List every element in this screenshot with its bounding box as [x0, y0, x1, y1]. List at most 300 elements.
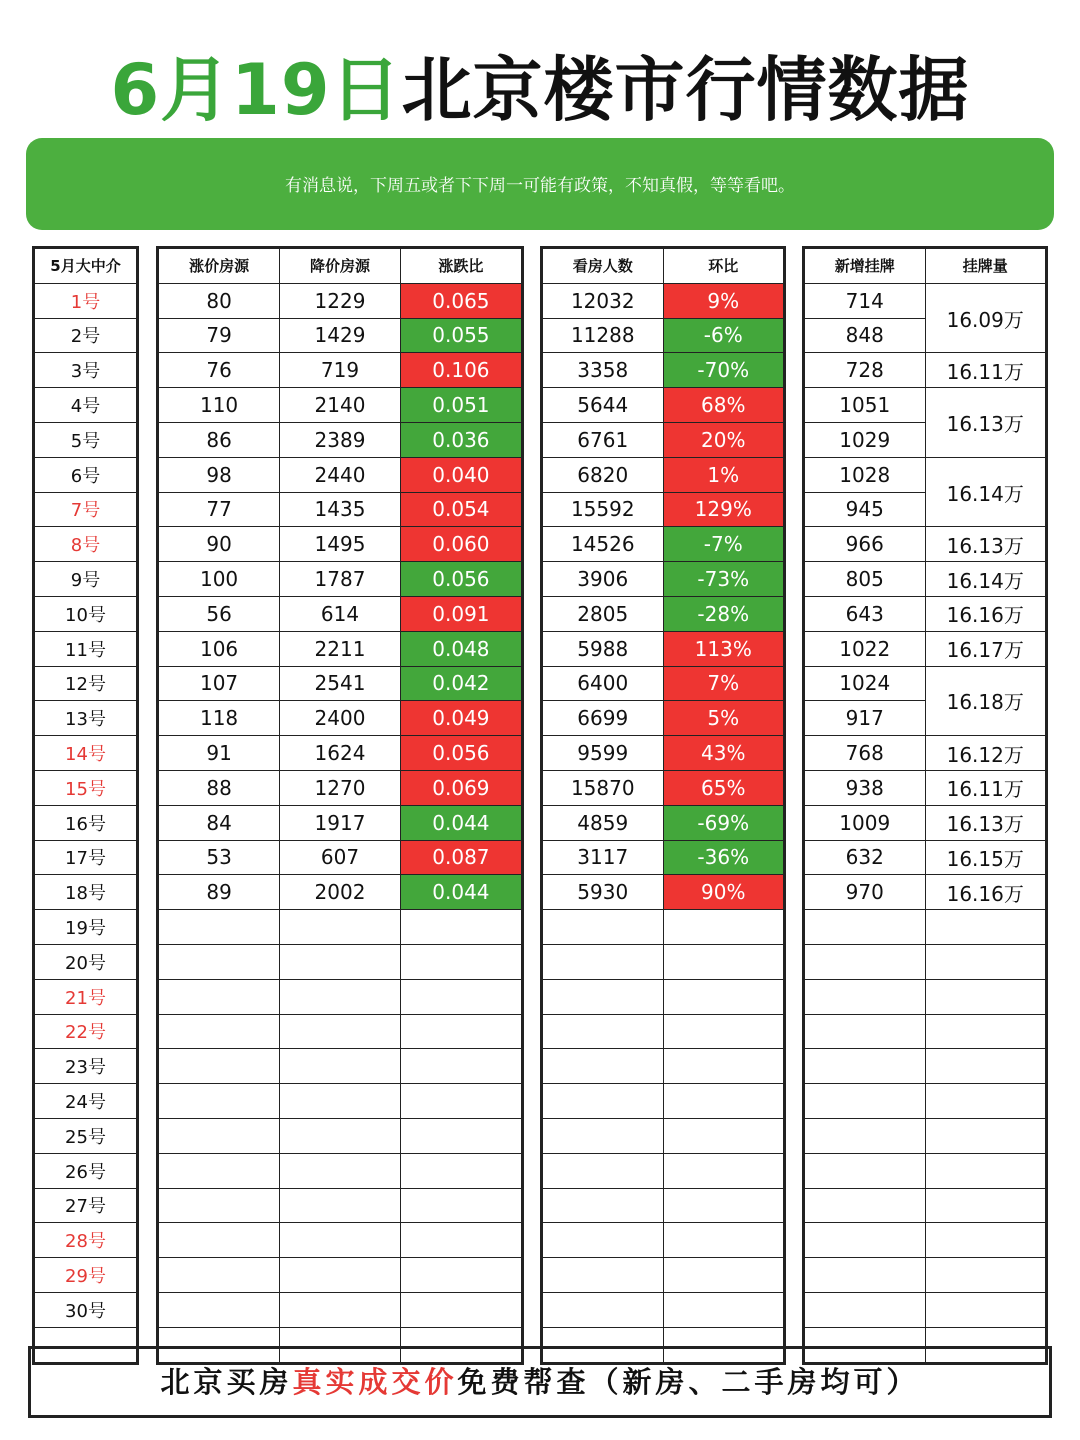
table-row — [543, 388, 783, 423]
table-row — [35, 875, 136, 910]
day-cell: 11号 — [35, 631, 136, 666]
table-row — [35, 1049, 136, 1084]
empty-cell — [805, 1118, 925, 1153]
table-row — [159, 457, 521, 492]
table-row — [159, 875, 521, 910]
table-row — [805, 910, 1045, 945]
table-row — [159, 979, 521, 1014]
listing-volume-cell: 16.17万 — [925, 631, 1045, 666]
empty-cell — [805, 1223, 925, 1258]
empty-cell — [543, 910, 663, 945]
day-cell: 27号 — [35, 1188, 136, 1223]
down-count-cell: 1270 — [280, 770, 401, 805]
down-count-cell: 1435 — [280, 492, 401, 527]
header-row — [35, 249, 136, 283]
mom-cell: 43% — [663, 736, 783, 771]
empty-cell — [400, 1153, 521, 1188]
empty-cell — [280, 1223, 401, 1258]
new-listing-cell: 970 — [805, 875, 925, 910]
empty-cell — [925, 1049, 1045, 1084]
mom-cell: 5% — [663, 701, 783, 736]
empty-cell — [925, 979, 1045, 1014]
table-row — [159, 1014, 521, 1049]
table-row — [35, 1223, 136, 1258]
empty-cell — [280, 1292, 401, 1327]
ratio-cell: 0.069 — [400, 770, 521, 805]
day-cell: 25号 — [35, 1118, 136, 1153]
empty-cell — [159, 944, 280, 979]
viewers-cell: 5644 — [543, 388, 663, 423]
table-row — [35, 1258, 136, 1293]
empty-cell — [280, 944, 401, 979]
empty-cell — [663, 1084, 783, 1119]
up-count-cell: 76 — [159, 353, 280, 388]
table-row — [159, 283, 521, 318]
down-count-cell: 2002 — [280, 875, 401, 910]
day-cell: 16号 — [35, 805, 136, 840]
new-listing-cell: 938 — [805, 770, 925, 805]
ratio-cell: 0.048 — [400, 631, 521, 666]
table-row — [159, 596, 521, 631]
down-count-cell: 2211 — [280, 631, 401, 666]
table-row — [543, 944, 783, 979]
up-count-cell: 56 — [159, 596, 280, 631]
day-cell: 15号 — [35, 770, 136, 805]
title-date: 6月19日 — [110, 49, 402, 131]
ratio-cell: 0.056 — [400, 736, 521, 771]
mom-cell: 113% — [663, 631, 783, 666]
table-row — [805, 979, 1045, 1014]
viewers-cell: 6761 — [543, 422, 663, 457]
down-count-cell: 2400 — [280, 701, 401, 736]
mom-cell: -7% — [663, 527, 783, 562]
day-cell: 19号 — [35, 910, 136, 945]
table-row — [805, 527, 1045, 562]
table-row — [159, 1223, 521, 1258]
header-viewers: 看房人数 — [543, 249, 663, 283]
table-row — [159, 1118, 521, 1153]
table-row — [159, 422, 521, 457]
table-row — [805, 388, 1045, 423]
listing-volume-cell: 16.18万 — [925, 666, 1045, 736]
day-cell: 30号 — [35, 1292, 136, 1327]
viewers-cell: 5930 — [543, 875, 663, 910]
empty-cell — [663, 979, 783, 1014]
up-count-cell: 90 — [159, 527, 280, 562]
ratio-cell: 0.087 — [400, 840, 521, 875]
empty-cell — [400, 979, 521, 1014]
price-change-block — [156, 246, 524, 1365]
empty-cell — [805, 1049, 925, 1084]
new-listing-cell: 1051 — [805, 388, 925, 423]
up-count-cell: 89 — [159, 875, 280, 910]
empty-cell — [805, 1153, 925, 1188]
table-row — [805, 840, 1045, 875]
down-count-cell: 1229 — [280, 283, 401, 318]
table-row — [35, 979, 136, 1014]
ratio-cell: 0.042 — [400, 666, 521, 701]
empty-cell — [159, 1223, 280, 1258]
empty-cell — [159, 1188, 280, 1223]
up-count-cell: 88 — [159, 770, 280, 805]
viewers-cell: 11288 — [543, 318, 663, 353]
empty-cell — [159, 1049, 280, 1084]
mom-cell: 20% — [663, 422, 783, 457]
table-row — [805, 562, 1045, 597]
footer-banner — [28, 1346, 1052, 1418]
day-cell: 22号 — [35, 1014, 136, 1049]
table-row — [805, 1153, 1045, 1188]
empty-cell — [400, 944, 521, 979]
day-cell: 6号 — [35, 457, 136, 492]
table-row — [35, 701, 136, 736]
listing-volume-cell: 16.15万 — [925, 840, 1045, 875]
day-cell: 18号 — [35, 875, 136, 910]
table-row — [35, 840, 136, 875]
down-count-cell: 607 — [280, 840, 401, 875]
header-row — [805, 249, 1045, 283]
viewers-cell: 6820 — [543, 457, 663, 492]
table-row — [35, 388, 136, 423]
table-row — [543, 1084, 783, 1119]
day-cell: 26号 — [35, 1153, 136, 1188]
up-count-cell: 107 — [159, 666, 280, 701]
empty-cell — [543, 1292, 663, 1327]
ratio-cell: 0.044 — [400, 875, 521, 910]
table-row — [805, 1014, 1045, 1049]
table-row — [543, 631, 783, 666]
viewers-cell: 6400 — [543, 666, 663, 701]
empty-cell — [159, 1292, 280, 1327]
day-cell: 8号 — [35, 527, 136, 562]
empty-cell — [925, 1014, 1045, 1049]
new-listing-cell: 714 — [805, 283, 925, 318]
day-cell: 4号 — [35, 388, 136, 423]
empty-cell — [543, 944, 663, 979]
down-count-cell: 1429 — [280, 318, 401, 353]
page-title — [0, 40, 1080, 140]
empty-cell — [925, 1188, 1045, 1223]
notice-text: 有消息说，下周五或者下下周一可能有政策，不知真假，等等看吧。 — [285, 176, 795, 196]
listing-volume-cell: 16.16万 — [925, 596, 1045, 631]
empty-cell — [159, 1153, 280, 1188]
table-row — [543, 527, 783, 562]
table-row — [35, 631, 136, 666]
table-row — [159, 805, 521, 840]
table-row — [35, 562, 136, 597]
header-row — [543, 249, 783, 283]
down-count-cell: 1917 — [280, 805, 401, 840]
viewers-cell: 15870 — [543, 770, 663, 805]
table-row — [543, 457, 783, 492]
empty-cell — [400, 1223, 521, 1258]
day-table — [35, 249, 136, 1362]
table-row — [159, 910, 521, 945]
table-row — [159, 1084, 521, 1119]
down-count-cell: 1787 — [280, 562, 401, 597]
day-cell: 9号 — [35, 562, 136, 597]
listing-volume-cell: 16.09万 — [925, 283, 1045, 353]
up-count-cell: 80 — [159, 283, 280, 318]
empty-cell — [663, 1258, 783, 1293]
table-row — [543, 1258, 783, 1293]
down-count-cell: 1624 — [280, 736, 401, 771]
table-row — [543, 979, 783, 1014]
table-row — [159, 562, 521, 597]
ratio-cell: 0.065 — [400, 283, 521, 318]
listings-table — [805, 249, 1045, 1362]
empty-cell — [159, 1014, 280, 1049]
day-cell: 3号 — [35, 353, 136, 388]
table-row — [805, 805, 1045, 840]
table-row — [805, 1258, 1045, 1293]
table-row — [35, 318, 136, 353]
mom-cell: -6% — [663, 318, 783, 353]
table-row — [805, 1188, 1045, 1223]
empty-cell — [280, 1188, 401, 1223]
empty-cell — [925, 1223, 1045, 1258]
listing-volume-cell: 16.11万 — [925, 770, 1045, 805]
empty-cell — [663, 1292, 783, 1327]
ratio-cell: 0.044 — [400, 805, 521, 840]
table-row — [159, 840, 521, 875]
table-row — [805, 736, 1045, 771]
viewers-cell: 12032 — [543, 283, 663, 318]
listing-volume-cell: 16.13万 — [925, 527, 1045, 562]
table-row — [159, 944, 521, 979]
empty-cell — [663, 1223, 783, 1258]
empty-cell — [663, 1188, 783, 1223]
table-row — [805, 596, 1045, 631]
empty-cell — [805, 1188, 925, 1223]
empty-cell — [925, 1258, 1045, 1293]
table-row — [35, 666, 136, 701]
empty-cell — [543, 1014, 663, 1049]
up-count-cell: 77 — [159, 492, 280, 527]
day-cell: 2号 — [35, 318, 136, 353]
table-row — [543, 353, 783, 388]
table-row — [159, 318, 521, 353]
table-row — [543, 1292, 783, 1327]
table-row — [159, 666, 521, 701]
table-row — [543, 1223, 783, 1258]
day-cell: 21号 — [35, 979, 136, 1014]
viewers-cell: 2805 — [543, 596, 663, 631]
mom-cell: 7% — [663, 666, 783, 701]
table-row — [159, 701, 521, 736]
empty-cell — [159, 1118, 280, 1153]
day-cell: 24号 — [35, 1084, 136, 1119]
table-row — [159, 1258, 521, 1293]
new-listing-cell: 848 — [805, 318, 925, 353]
empty-cell — [805, 979, 925, 1014]
empty-cell — [280, 1084, 401, 1119]
table-row — [35, 1014, 136, 1049]
table-row — [543, 1153, 783, 1188]
empty-cell — [925, 1084, 1045, 1119]
day-cell: 5号 — [35, 422, 136, 457]
footer-text-1: 北京买房 — [160, 1365, 293, 1399]
price-change-table — [159, 249, 521, 1362]
table-row — [543, 770, 783, 805]
header-down: 降价房源 — [280, 249, 401, 283]
up-count-cell: 106 — [159, 631, 280, 666]
empty-cell — [400, 1188, 521, 1223]
table-row — [543, 1188, 783, 1223]
new-listing-cell: 966 — [805, 527, 925, 562]
mom-cell: 9% — [663, 283, 783, 318]
new-listing-cell: 917 — [805, 701, 925, 736]
table-row — [159, 1188, 521, 1223]
header-listings: 挂牌量 — [925, 249, 1045, 283]
viewers-cell: 14526 — [543, 527, 663, 562]
empty-cell — [663, 1049, 783, 1084]
table-row — [35, 944, 136, 979]
table-row — [543, 701, 783, 736]
mom-cell: -69% — [663, 805, 783, 840]
header-day: 5月大中介 — [35, 249, 136, 283]
table-row — [35, 353, 136, 388]
footer-highlight: 真实成交价 — [292, 1365, 458, 1399]
header-new_listings: 新增挂牌 — [805, 249, 925, 283]
notice-banner — [26, 138, 1054, 230]
title-text: 北京楼市行情数据 — [401, 49, 970, 131]
empty-cell — [663, 910, 783, 945]
table-row — [35, 1292, 136, 1327]
day-cell: 23号 — [35, 1049, 136, 1084]
day-cell: 13号 — [35, 701, 136, 736]
empty-cell — [400, 1049, 521, 1084]
header-row — [159, 249, 521, 283]
mom-cell: 68% — [663, 388, 783, 423]
viewers-cell: 6699 — [543, 701, 663, 736]
table-row — [543, 736, 783, 771]
table-row — [543, 283, 783, 318]
empty-cell — [400, 1014, 521, 1049]
table-row — [805, 1292, 1045, 1327]
table-row — [159, 527, 521, 562]
up-count-cell: 100 — [159, 562, 280, 597]
ratio-cell: 0.036 — [400, 422, 521, 457]
empty-cell — [543, 1084, 663, 1119]
table-row — [35, 1084, 136, 1119]
listings-block — [802, 246, 1048, 1365]
viewers-block — [540, 246, 786, 1365]
viewers-cell: 3358 — [543, 353, 663, 388]
table-row — [543, 840, 783, 875]
listing-volume-cell: 16.13万 — [925, 388, 1045, 458]
ratio-cell: 0.054 — [400, 492, 521, 527]
header-up: 涨价房源 — [159, 249, 280, 283]
down-count-cell: 719 — [280, 353, 401, 388]
up-count-cell: 98 — [159, 457, 280, 492]
mom-cell: 90% — [663, 875, 783, 910]
table-row — [805, 457, 1045, 492]
day-cell: 12号 — [35, 666, 136, 701]
ratio-cell: 0.106 — [400, 353, 521, 388]
table-row — [35, 283, 136, 318]
table-row — [805, 944, 1045, 979]
table-row — [35, 770, 136, 805]
mom-cell: -28% — [663, 596, 783, 631]
ratio-cell: 0.051 — [400, 388, 521, 423]
table-row — [805, 631, 1045, 666]
table-row — [543, 562, 783, 597]
table-row — [805, 1118, 1045, 1153]
down-count-cell: 2140 — [280, 388, 401, 423]
day-cell: 7号 — [35, 492, 136, 527]
mom-cell: -70% — [663, 353, 783, 388]
new-listing-cell: 1022 — [805, 631, 925, 666]
mom-cell: -73% — [663, 562, 783, 597]
table-row — [805, 1084, 1045, 1119]
empty-cell — [400, 910, 521, 945]
table-row — [805, 283, 1045, 318]
listing-volume-cell: 16.11万 — [925, 353, 1045, 388]
new-listing-cell: 1024 — [805, 666, 925, 701]
table-row — [805, 1049, 1045, 1084]
down-count-cell: 2541 — [280, 666, 401, 701]
up-count-cell: 79 — [159, 318, 280, 353]
table-row — [35, 457, 136, 492]
listing-volume-cell: 16.16万 — [925, 875, 1045, 910]
table-row — [543, 1049, 783, 1084]
empty-cell — [925, 1118, 1045, 1153]
empty-cell — [159, 910, 280, 945]
empty-cell — [280, 979, 401, 1014]
empty-cell — [280, 1049, 401, 1084]
table-row — [805, 770, 1045, 805]
empty-cell — [543, 1118, 663, 1153]
listing-volume-cell: 16.13万 — [925, 805, 1045, 840]
up-count-cell: 53 — [159, 840, 280, 875]
table-row — [159, 736, 521, 771]
table-row — [543, 1118, 783, 1153]
viewers-cell: 3117 — [543, 840, 663, 875]
table-row — [159, 770, 521, 805]
ratio-cell: 0.040 — [400, 457, 521, 492]
viewers-cell: 3906 — [543, 562, 663, 597]
new-listing-cell: 632 — [805, 840, 925, 875]
empty-cell — [400, 1258, 521, 1293]
up-count-cell: 110 — [159, 388, 280, 423]
viewers-cell: 15592 — [543, 492, 663, 527]
down-count-cell: 2440 — [280, 457, 401, 492]
empty-cell — [925, 944, 1045, 979]
empty-cell — [805, 1084, 925, 1119]
footer-text-2: 免费帮查（新房、二手房均可） — [457, 1365, 920, 1399]
new-listing-cell: 728 — [805, 353, 925, 388]
empty-cell — [159, 1084, 280, 1119]
empty-cell — [925, 1292, 1045, 1327]
table-row — [159, 1292, 521, 1327]
down-count-cell: 614 — [280, 596, 401, 631]
table-row — [543, 875, 783, 910]
ratio-cell: 0.049 — [400, 701, 521, 736]
new-listing-cell: 1028 — [805, 457, 925, 492]
table-row — [805, 875, 1045, 910]
empty-cell — [280, 910, 401, 945]
empty-cell — [663, 1014, 783, 1049]
down-count-cell: 1495 — [280, 527, 401, 562]
table-row — [159, 631, 521, 666]
down-count-cell: 2389 — [280, 422, 401, 457]
ratio-cell: 0.056 — [400, 562, 521, 597]
empty-cell — [280, 1118, 401, 1153]
table-row — [543, 910, 783, 945]
listing-volume-cell: 16.12万 — [925, 736, 1045, 771]
table-row — [35, 1153, 136, 1188]
